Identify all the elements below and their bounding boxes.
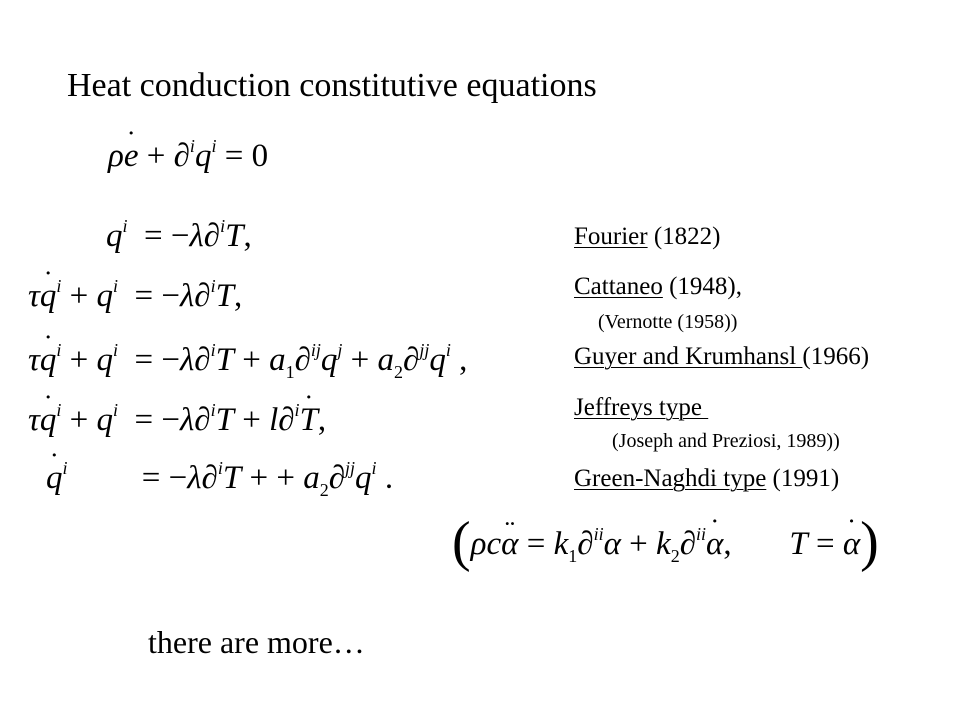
reference-name: Fourier bbox=[574, 223, 648, 250]
reference-guyer-krumhansl bbox=[574, 342, 869, 372]
reference-name: Jeffreys type bbox=[574, 394, 709, 421]
slide-title: Heat conduction constitutive equations bbox=[67, 67, 597, 104]
reference-year: (1948), bbox=[662, 273, 743, 300]
jeffreys-equation: τq ˙$^i$ + $q^i = -\lambda\partial^iT + l\partial^iT$ ˙, bbox=[28, 400, 326, 440]
footer-text: there are more… bbox=[148, 624, 365, 660]
green-naghdi-equation: q ˙$^i$ = −λ∂$^i$T + + $a_2\partial^{jj}q^i$ . bbox=[46, 458, 393, 498]
green-naghdi-alpha-equation: (ρcα ¨ = $k_1\partial^{ii}\alpha + k_2\partial^{ii}\alpha$ ˙, T = α ˙) bbox=[452, 522, 879, 564]
balance-equation: ρe ˙ + $\partial^iq^i = 0$ bbox=[108, 136, 268, 176]
guyer-krumhansl-equation: τq ˙$^i$ + $q^i = -\lambda\partial^iT + a_1\partial^{ij}q^j + a_2\partial^{jj}q^i$ , bbox=[28, 340, 467, 380]
reference-jeffreys bbox=[574, 393, 708, 423]
reference-year: (1991) bbox=[766, 465, 840, 492]
reference-note-vernotte: (Vernotte (1958)) bbox=[598, 311, 738, 333]
reference-cattaneo bbox=[574, 272, 742, 302]
reference-name: Green-Naghdi type bbox=[574, 465, 767, 492]
fourier-equation: $q^i = -\lambda\partial^iT$, bbox=[106, 216, 252, 254]
reference-name: Cattaneo bbox=[574, 273, 663, 300]
reference-year: (1966) bbox=[802, 343, 870, 370]
reference-note-joseph-preziosi: (Joseph and Preziosi, 1989)) bbox=[612, 430, 840, 452]
reference-name: Guyer and Krumhansl bbox=[574, 343, 803, 370]
reference-fourier bbox=[574, 222, 721, 252]
reference-green-naghdi bbox=[574, 464, 839, 494]
cattaneo-equation: τq ˙$^i$ + $q^i = -\lambda\partial^iT$, bbox=[28, 276, 242, 316]
reference-year: (1822) bbox=[647, 223, 721, 250]
